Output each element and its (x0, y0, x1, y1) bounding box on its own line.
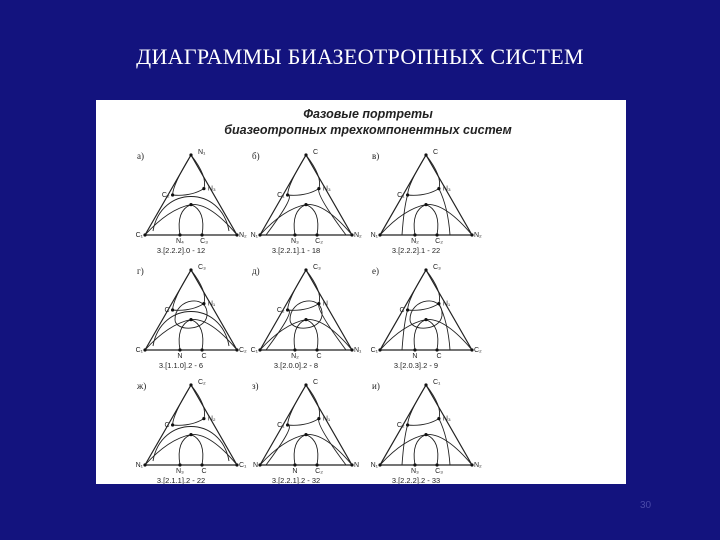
singular-point (435, 463, 438, 466)
singular-point (317, 417, 320, 420)
saddle-label: C₂ (396, 422, 405, 429)
separatrix (191, 155, 205, 189)
edge-saddle-label: C (316, 353, 322, 360)
singular-point (143, 233, 146, 236)
panel-code: 3.[2.2.2].2 - 33 (391, 476, 441, 484)
singular-point (286, 193, 289, 196)
separatrix (408, 189, 439, 196)
singular-point (202, 417, 205, 420)
vertex-label-top: C (433, 149, 439, 156)
separatrix (294, 205, 306, 235)
singular-point (178, 348, 181, 351)
panel-code: 3.[2.0.3].2 - 9 (393, 361, 439, 370)
edge-node-label: N₄ (175, 238, 184, 245)
edge-node-label: N (292, 468, 298, 475)
singular-point (293, 233, 296, 236)
separatrix (306, 205, 318, 235)
singular-point (304, 153, 307, 156)
separatrix (306, 270, 320, 304)
vertex-label-top: N₁ (198, 149, 206, 156)
triangle-outline (380, 270, 472, 350)
vertex-label-top: C₃ (433, 264, 441, 271)
vertex-label-left: C₁ (370, 347, 378, 354)
separatrix (306, 155, 320, 189)
separatrix (191, 385, 205, 419)
panel-1 (136, 149, 247, 255)
phase-portrait-figure (96, 100, 626, 484)
panel-2 (251, 149, 362, 255)
node-label: N₂ (207, 415, 216, 423)
separatrix (426, 155, 440, 189)
singular-point (437, 187, 440, 190)
separatrix (408, 304, 439, 311)
saddle-label: C (164, 422, 170, 429)
singular-point (178, 463, 181, 466)
singular-point (189, 153, 192, 156)
panel-letter: а) (137, 151, 144, 161)
singular-point (293, 463, 296, 466)
panel-letter: в) (372, 151, 380, 161)
singular-point (315, 233, 318, 236)
separatrix (426, 270, 440, 304)
separatrix (191, 435, 203, 465)
distillation-line (319, 419, 346, 465)
saddle-label: C₁ (277, 192, 285, 199)
singular-point (202, 187, 205, 190)
edge-node-label: N₃ (176, 468, 184, 475)
distillation-line (266, 425, 289, 465)
edge-saddle-label: C₂ (315, 238, 323, 245)
edge-saddle-label: C₃ (200, 238, 208, 245)
singular-point (317, 302, 320, 305)
separatrix (191, 270, 205, 304)
separatrix (408, 419, 439, 426)
singular-point (171, 423, 174, 426)
separatrix (414, 435, 426, 465)
vertex-label-right: N₂ (474, 232, 482, 239)
separatrix (179, 435, 191, 465)
panel-letter: д) (252, 266, 260, 276)
saddle-label: C (164, 307, 170, 314)
separatrix (414, 205, 426, 235)
triangle-outline (380, 385, 472, 465)
singular-point (171, 193, 174, 196)
panel-letter: е) (372, 266, 379, 276)
vertex-label-right: N₂ (474, 462, 482, 469)
edge-saddle-label: C (201, 353, 207, 360)
singular-point (378, 348, 381, 351)
saddle-label: C₂ (161, 192, 170, 199)
saddle-label: C₁ (277, 422, 285, 429)
separatrix (191, 205, 203, 235)
vertex-label-right: C₁ (239, 462, 247, 469)
singular-point (258, 463, 261, 466)
panel-letter: б) (252, 151, 260, 161)
triangle-outline (145, 155, 237, 235)
separatrix (288, 189, 319, 196)
separatrix (426, 385, 440, 419)
vertex-label-left: N (252, 462, 258, 469)
panel-code: 3.[2.2.2].1 - 22 (391, 246, 441, 255)
slide-title: ДИАГРАММЫ БИАЗЕОТРОПНЫХ СИСТЕМ (136, 44, 584, 69)
edge-saddle-label: C₃ (435, 468, 443, 475)
edge-saddle-label: C (436, 353, 442, 360)
distillation-line (266, 310, 289, 350)
panel-letter: и) (372, 381, 380, 391)
singular-point (200, 348, 203, 351)
node-label: N₃ (322, 185, 331, 193)
singular-point (200, 233, 203, 236)
edge-node-label: N₃ (411, 468, 419, 475)
singular-point (293, 348, 296, 351)
separatrix (294, 320, 306, 350)
panel-7 (136, 379, 247, 484)
separatrix (306, 385, 320, 419)
edge-node-label: N (177, 353, 183, 360)
singular-point (189, 318, 192, 321)
vertex-label-left: C₁ (135, 232, 143, 239)
triangle-outline (145, 385, 237, 465)
triangle-outline (260, 270, 352, 350)
separatrix (173, 304, 204, 311)
singular-point (378, 463, 381, 466)
singular-point (202, 302, 205, 305)
singular-point (435, 233, 438, 236)
vertex-label-left: N₁ (370, 232, 378, 239)
singular-point (304, 318, 307, 321)
node-label: N₁ (322, 415, 331, 423)
triangle-outline (145, 270, 237, 350)
singular-point (424, 433, 427, 436)
singular-point (178, 233, 181, 236)
node-label: N (322, 300, 328, 308)
panel-5 (251, 264, 362, 370)
saddle-label: C₁ (397, 192, 405, 199)
panel-4 (136, 264, 247, 370)
triangle-outline (380, 155, 472, 235)
panel-code: 3.[2.2.1].1 - 18 (271, 246, 321, 255)
singular-point (304, 268, 307, 271)
singular-point (317, 187, 320, 190)
node-label: N₃ (207, 185, 216, 193)
vertex-label-right: C₂ (239, 347, 247, 354)
figure-canvas (96, 100, 626, 484)
node-label: N₃ (442, 415, 451, 423)
singular-point (424, 383, 427, 386)
singular-point (424, 318, 427, 321)
node-label: N₁ (207, 300, 216, 308)
separatrix (414, 320, 426, 350)
vertex-label-right: N₂ (354, 232, 362, 239)
edge-node-label: N₃ (291, 238, 299, 245)
singular-point (406, 193, 409, 196)
node-label: N₁ (442, 300, 451, 308)
vertex-label-right: N (354, 462, 360, 469)
singular-point (315, 348, 318, 351)
figure-title-line1: Фазовые портреты (303, 107, 433, 121)
singular-point (143, 463, 146, 466)
panel-3 (371, 149, 482, 255)
singular-point (189, 383, 192, 386)
singular-point (304, 433, 307, 436)
panel-code: 3.[2.2.1].2 - 32 (271, 476, 321, 484)
edge-node-label: N (412, 353, 418, 360)
vertex-label-left: C₁ (250, 347, 258, 354)
vertex-label-top: C₃ (198, 264, 206, 271)
singular-point (189, 268, 192, 271)
distillation-line (319, 189, 346, 235)
distillation-line (319, 304, 346, 350)
panel-8 (252, 379, 359, 484)
vertex-label-right: N₂ (239, 232, 247, 239)
separatrix (426, 435, 438, 465)
saddle-label: C₂ (276, 307, 285, 314)
singular-point (435, 348, 438, 351)
separatrix (288, 419, 319, 426)
singular-point (315, 463, 318, 466)
singular-point (413, 348, 416, 351)
vertex-label-top: C₂ (198, 379, 206, 386)
vertex-label-left: C₁ (135, 347, 143, 354)
singular-point (286, 423, 289, 426)
edge-saddle-label: C₂ (315, 468, 323, 475)
singular-point (304, 383, 307, 386)
edge-node-label: N₂ (411, 238, 419, 245)
edge-saddle-label: C (201, 468, 207, 475)
singular-point (378, 233, 381, 236)
singular-point (189, 433, 192, 436)
panel-code: 3.[1.1.0].2 - 6 (158, 361, 204, 370)
vertex-label-left: N₁ (135, 462, 143, 469)
singular-point (304, 203, 307, 206)
singular-point (258, 233, 261, 236)
vertex-label-top: C (313, 149, 319, 156)
panel-code: 3.[2.0.0].2 - 8 (273, 361, 319, 370)
triangle-outline (260, 385, 352, 465)
singular-point (406, 423, 409, 426)
singular-point (437, 417, 440, 420)
vertex-label-top: C (313, 379, 319, 386)
singular-point (413, 463, 416, 466)
separatrix (306, 435, 318, 465)
separatrix (173, 189, 204, 196)
panel-letter: ж) (137, 381, 147, 391)
vertex-label-left: N₁ (370, 462, 378, 469)
separatrix (426, 205, 438, 235)
singular-point (143, 348, 146, 351)
singular-point (424, 268, 427, 271)
singular-point (424, 153, 427, 156)
vertex-label-right: C₂ (474, 347, 482, 354)
panel-9 (371, 379, 482, 484)
panel-code: 3.[2.2.2].0 - 12 (156, 246, 206, 255)
panel-letter: г) (137, 266, 144, 276)
singular-point (189, 203, 192, 206)
edge-saddle-label: C₂ (435, 238, 443, 245)
singular-point (286, 308, 289, 311)
panel-6 (371, 264, 482, 370)
panel-code: 3.[2.1.1].2 - 22 (156, 476, 206, 484)
singular-point (258, 348, 261, 351)
node-label: N₃ (442, 185, 451, 193)
separatrix (179, 320, 191, 350)
singular-point (171, 308, 174, 311)
saddle-label: C (399, 307, 405, 314)
singular-point (413, 233, 416, 236)
separatrix (288, 304, 319, 311)
vertex-label-top: C₃ (313, 264, 321, 271)
vertex-label-right: N₁ (354, 347, 362, 354)
singular-point (424, 203, 427, 206)
figure-title-line2: биазеотропных трехкомпонентных систем (224, 123, 512, 137)
panels-grid (136, 149, 482, 484)
separatrix (294, 435, 306, 465)
singular-point (406, 308, 409, 311)
page-number: 30 (640, 500, 652, 511)
separatrix (173, 419, 204, 426)
separatrix (179, 205, 191, 235)
triangle-outline (260, 155, 352, 235)
panel-letter: з) (252, 381, 259, 391)
singular-point (437, 302, 440, 305)
singular-point (200, 463, 203, 466)
edge-node-label: N₂ (291, 353, 299, 360)
vertex-label-left: N₁ (250, 232, 258, 239)
distillation-line (266, 195, 289, 235)
vertex-label-top: C₁ (433, 379, 441, 386)
